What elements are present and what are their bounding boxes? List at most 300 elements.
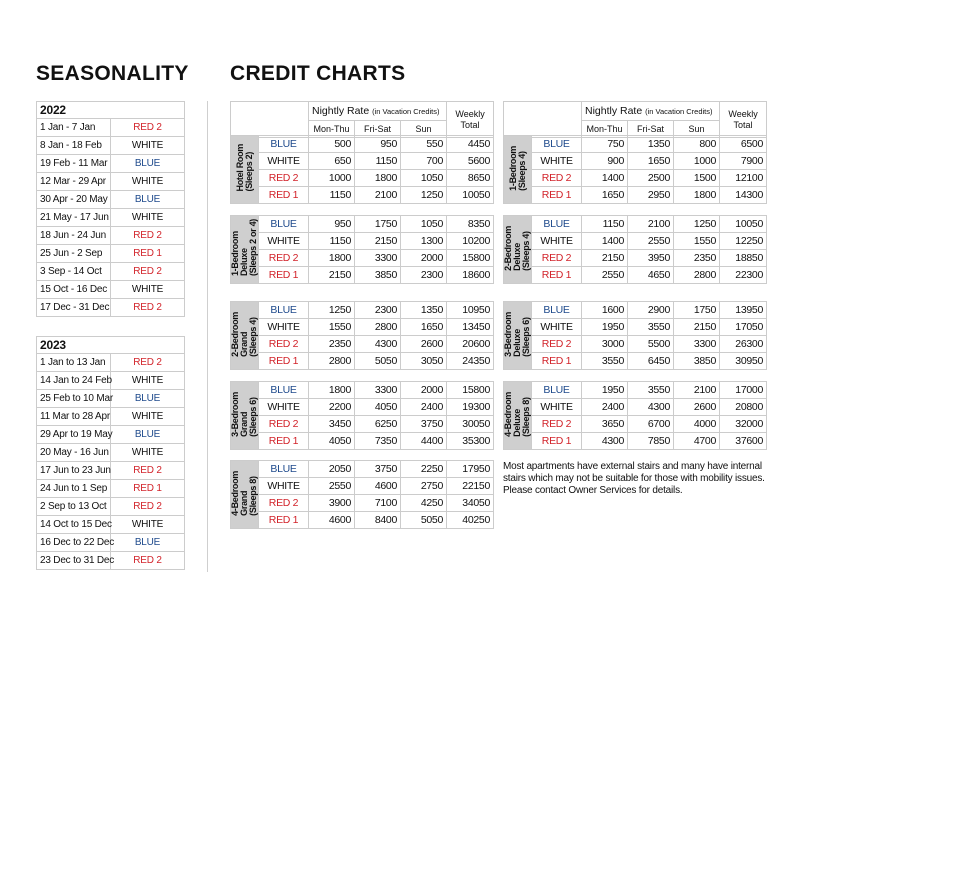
rate-mon-thu: 1800	[309, 382, 355, 399]
rate-sun: 4000	[674, 416, 720, 433]
unit-type-label	[504, 302, 532, 370]
rate-weekly-total: 19300	[447, 399, 494, 416]
season-code: BLUE	[111, 191, 185, 209]
rate-sun: 5050	[401, 512, 447, 529]
season-name: WHITE	[259, 153, 309, 170]
rate-row	[231, 433, 494, 450]
rate-row	[504, 302, 767, 319]
season-dates: 16 Dec to 22 Dec	[37, 534, 111, 552]
rate-fri-sat: 6250	[355, 416, 401, 433]
rate-row	[231, 336, 494, 353]
season-code: BLUE	[111, 534, 185, 552]
rate-row	[231, 353, 494, 370]
rate-fri-sat: 2800	[355, 319, 401, 336]
rate-fri-sat: 2900	[628, 302, 674, 319]
season-table-2022	[36, 101, 185, 317]
unit-type-label	[504, 382, 532, 450]
rate-mon-thu: 3900	[309, 495, 355, 512]
season-name: BLUE	[259, 216, 309, 233]
rate-mon-thu: 4050	[309, 433, 355, 450]
season-dates: 29 Apr to 19 May	[37, 426, 111, 444]
rate-sun: 1050	[401, 216, 447, 233]
rate-weekly-total: 10950	[447, 302, 494, 319]
rate-mon-thu: 2050	[309, 461, 355, 478]
rate-row	[504, 336, 767, 353]
season-name: RED 2	[259, 416, 309, 433]
rate-row	[504, 250, 767, 267]
unit-table-2-bedroom-deluxe	[503, 215, 767, 284]
rate-sun: 2000	[401, 382, 447, 399]
col-mon-thu: Mon-Thu	[582, 121, 628, 138]
credit-charts-heading: CREDIT CHARTS	[230, 62, 406, 85]
rate-weekly-total: 20800	[720, 399, 767, 416]
season-row	[37, 191, 185, 209]
unit-type-label	[231, 461, 259, 529]
col-fri-sat: Fri-Sat	[355, 121, 401, 138]
rate-weekly-total: 12100	[720, 170, 767, 187]
rate-weekly-total: 17000	[720, 382, 767, 399]
rate-sun: 1800	[674, 187, 720, 204]
rate-weekly-total: 24350	[447, 353, 494, 370]
rate-mon-thu: 3650	[582, 416, 628, 433]
rate-row	[231, 153, 494, 170]
rate-mon-thu: 1000	[309, 170, 355, 187]
rate-mon-thu: 3550	[582, 353, 628, 370]
rate-weekly-total: 18850	[720, 250, 767, 267]
season-name: WHITE	[259, 233, 309, 250]
season-code: WHITE	[111, 516, 185, 534]
season-code: WHITE	[111, 137, 185, 155]
season-dates: 15 Oct - 16 Dec	[37, 281, 111, 299]
season-row	[37, 408, 185, 426]
rate-weekly-total: 37600	[720, 433, 767, 450]
season-row	[37, 263, 185, 281]
season-row	[37, 390, 185, 408]
unit-type-text: 3-Bedroom Grand (Sleeps 6)	[230, 391, 258, 437]
season-code: RED 1	[111, 480, 185, 498]
season-year: 2022	[37, 102, 185, 119]
season-name: RED 1	[532, 267, 582, 284]
rate-row	[231, 187, 494, 204]
rate-sun: 1550	[674, 233, 720, 250]
season-dates: 1 Jan - 7 Jan	[37, 119, 111, 137]
unit-type-text: 4-Bedroom Deluxe (Sleeps 8)	[503, 391, 531, 437]
rate-fri-sat: 1750	[355, 216, 401, 233]
rate-sun: 1000	[674, 153, 720, 170]
rate-mon-thu: 1950	[582, 382, 628, 399]
season-row	[37, 245, 185, 263]
rate-row	[504, 382, 767, 399]
rate-row	[231, 478, 494, 495]
season-code: WHITE	[111, 209, 185, 227]
rate-mon-thu: 900	[582, 153, 628, 170]
rate-fri-sat: 2150	[355, 233, 401, 250]
rate-sun: 3850	[674, 353, 720, 370]
rate-fri-sat: 6700	[628, 416, 674, 433]
season-name: WHITE	[259, 478, 309, 495]
season-name: RED 1	[259, 267, 309, 284]
rate-row	[504, 187, 767, 204]
rate-weekly-total: 8650	[447, 170, 494, 187]
rate-sun: 3300	[674, 336, 720, 353]
season-name: RED 2	[259, 495, 309, 512]
rate-weekly-total: 8350	[447, 216, 494, 233]
unit-table-hotel-room	[230, 135, 494, 204]
unit-type-text: 1-Bedroom Deluxe (Sleeps 2 or 4)	[230, 219, 258, 277]
season-name: WHITE	[259, 399, 309, 416]
season-row	[37, 462, 185, 480]
rate-fri-sat: 2500	[628, 170, 674, 187]
rate-row	[504, 216, 767, 233]
rate-fri-sat: 7100	[355, 495, 401, 512]
season-name: RED 1	[532, 187, 582, 204]
rate-row	[231, 136, 494, 153]
rate-row	[504, 399, 767, 416]
season-table-2023	[36, 336, 185, 570]
season-name: RED 1	[259, 353, 309, 370]
unit-type-label	[231, 136, 259, 204]
rate-fri-sat: 1800	[355, 170, 401, 187]
rate-weekly-total: 13450	[447, 319, 494, 336]
season-code: WHITE	[111, 408, 185, 426]
season-dates: 20 May - 16 Jun	[37, 444, 111, 462]
season-row	[37, 281, 185, 299]
rate-fri-sat: 4300	[628, 399, 674, 416]
rate-row	[504, 416, 767, 433]
rate-weekly-total: 10050	[447, 187, 494, 204]
rate-row	[231, 233, 494, 250]
rate-fri-sat: 2550	[628, 233, 674, 250]
rate-sun: 4250	[401, 495, 447, 512]
season-code: RED 2	[111, 498, 185, 516]
season-name: RED 1	[259, 187, 309, 204]
season-dates: 14 Oct to 15 Dec	[37, 516, 111, 534]
rate-row	[231, 170, 494, 187]
season-row	[37, 498, 185, 516]
rate-row	[231, 495, 494, 512]
rate-mon-thu: 1250	[309, 302, 355, 319]
accessibility-note: Most apartments have external stairs and many have internal stairs which may not be suitable for those with mobility issues. Please contact Owner Services for details.	[503, 461, 765, 496]
season-name: RED 2	[259, 170, 309, 187]
rate-mon-thu: 1550	[309, 319, 355, 336]
rate-mon-thu: 1800	[309, 250, 355, 267]
unit-table-1-bedroom	[503, 135, 767, 204]
unit-type-label	[504, 136, 532, 204]
rate-row	[504, 153, 767, 170]
season-name: BLUE	[259, 382, 309, 399]
season-code: RED 1	[111, 245, 185, 263]
rate-mon-thu: 2800	[309, 353, 355, 370]
rate-mon-thu: 2550	[309, 478, 355, 495]
weekly-total-header: Weekly Total	[720, 102, 767, 138]
rate-weekly-total: 18600	[447, 267, 494, 284]
rate-row	[231, 302, 494, 319]
rate-mon-thu: 1150	[309, 187, 355, 204]
rate-sun: 1250	[674, 216, 720, 233]
rate-row	[231, 267, 494, 284]
rate-fri-sat: 1650	[628, 153, 674, 170]
rate-row	[504, 170, 767, 187]
rate-fri-sat: 3550	[628, 382, 674, 399]
season-name: RED 1	[532, 353, 582, 370]
rate-mon-thu: 950	[309, 216, 355, 233]
rate-sun: 1500	[674, 170, 720, 187]
rate-mon-thu: 1650	[582, 187, 628, 204]
season-dates: 1 Jan to 13 Jan	[37, 354, 111, 372]
season-name: BLUE	[259, 136, 309, 153]
season-code: RED 2	[111, 119, 185, 137]
rate-weekly-total: 34050	[447, 495, 494, 512]
season-row	[37, 299, 185, 317]
season-row	[37, 372, 185, 390]
season-name: RED 2	[259, 336, 309, 353]
rate-mon-thu: 2550	[582, 267, 628, 284]
unit-type-label	[231, 216, 259, 284]
rate-weekly-total: 5600	[447, 153, 494, 170]
season-code: BLUE	[111, 155, 185, 173]
season-name: RED 2	[259, 250, 309, 267]
rate-row	[504, 433, 767, 450]
rate-fri-sat: 4300	[355, 336, 401, 353]
rate-mon-thu: 4600	[309, 512, 355, 529]
rate-mon-thu: 500	[309, 136, 355, 153]
rate-weekly-total: 22150	[447, 478, 494, 495]
rate-mon-thu: 1400	[582, 233, 628, 250]
rate-sun: 1650	[401, 319, 447, 336]
season-name: RED 1	[259, 512, 309, 529]
unit-table-4-bedroom-deluxe	[503, 381, 767, 450]
credit-header-left	[230, 101, 494, 138]
season-row	[37, 209, 185, 227]
rate-weekly-total: 14300	[720, 187, 767, 204]
unit-type-text: 2-Bedroom Grand (Sleeps 4)	[230, 311, 258, 357]
season-name: WHITE	[532, 319, 582, 336]
rate-fri-sat: 3300	[355, 250, 401, 267]
season-name: BLUE	[532, 136, 582, 153]
unit-type-text: Hotel Room (Sleeps 2)	[234, 144, 254, 192]
unit-type-text: 4-Bedroom Grand (Sleeps 8)	[230, 470, 258, 516]
unit-table-1-bedroom-deluxe	[230, 215, 494, 284]
rate-sun: 1300	[401, 233, 447, 250]
rate-sun: 700	[401, 153, 447, 170]
season-name: BLUE	[532, 382, 582, 399]
rate-weekly-total: 10050	[720, 216, 767, 233]
rate-mon-thu: 2350	[309, 336, 355, 353]
season-dates: 18 Jun - 24 Jun	[37, 227, 111, 245]
nightly-rate-header: Nightly Rate (in Vacation Credits)	[309, 102, 447, 121]
rate-mon-thu: 3000	[582, 336, 628, 353]
rate-fri-sat: 2950	[628, 187, 674, 204]
rate-weekly-total: 15800	[447, 250, 494, 267]
rate-row	[504, 319, 767, 336]
rate-weekly-total: 30950	[720, 353, 767, 370]
season-dates: 25 Feb to 10 Mar	[37, 390, 111, 408]
rate-mon-thu: 1150	[582, 216, 628, 233]
rate-sun: 4700	[674, 433, 720, 450]
rate-fri-sat: 3950	[628, 250, 674, 267]
rate-weekly-total: 30050	[447, 416, 494, 433]
season-name: RED 2	[532, 170, 582, 187]
unit-type-text: 2-Bedroom Deluxe (Sleeps 4)	[503, 225, 531, 271]
column-divider	[207, 101, 208, 572]
rate-weekly-total: 40250	[447, 512, 494, 529]
season-code: BLUE	[111, 426, 185, 444]
season-row	[37, 480, 185, 498]
rate-row	[231, 416, 494, 433]
season-dates: 12 Mar - 29 Apr	[37, 173, 111, 191]
season-code: RED 2	[111, 354, 185, 372]
season-year: 2023	[37, 337, 185, 354]
season-name: WHITE	[532, 233, 582, 250]
rate-weekly-total: 4450	[447, 136, 494, 153]
rate-fri-sat: 3300	[355, 382, 401, 399]
season-name: WHITE	[259, 319, 309, 336]
rate-sun: 2800	[674, 267, 720, 284]
weekly-total-header: Weekly Total	[447, 102, 494, 138]
rate-row	[504, 267, 767, 284]
rate-sun: 2750	[401, 478, 447, 495]
rate-sun: 1350	[401, 302, 447, 319]
rate-weekly-total: 35300	[447, 433, 494, 450]
rate-fri-sat: 2100	[628, 216, 674, 233]
rate-fri-sat: 4600	[355, 478, 401, 495]
rate-weekly-total: 20600	[447, 336, 494, 353]
season-dates: 2 Sep to 13 Oct	[37, 498, 111, 516]
season-code: WHITE	[111, 281, 185, 299]
unit-type-label	[231, 302, 259, 370]
nightly-rate-header: Nightly Rate (in Vacation Credits)	[582, 102, 720, 121]
rate-row	[231, 399, 494, 416]
rate-weekly-total: 10200	[447, 233, 494, 250]
season-code: WHITE	[111, 173, 185, 191]
seasonality-heading: SEASONALITY	[36, 62, 189, 85]
season-row	[37, 426, 185, 444]
rate-sun: 2250	[401, 461, 447, 478]
rate-sun: 550	[401, 136, 447, 153]
season-code: RED 2	[111, 227, 185, 245]
rate-sun: 2000	[401, 250, 447, 267]
unit-type-label	[231, 382, 259, 450]
rate-row	[504, 136, 767, 153]
rate-fri-sat: 4050	[355, 399, 401, 416]
unit-type-text: 1-Bedroom (Sleeps 4)	[507, 145, 527, 191]
rate-weekly-total: 13950	[720, 302, 767, 319]
rate-sun: 3050	[401, 353, 447, 370]
season-row	[37, 552, 185, 570]
rate-row	[504, 353, 767, 370]
season-name: BLUE	[532, 302, 582, 319]
rate-mon-thu: 2150	[309, 267, 355, 284]
rate-fri-sat: 8400	[355, 512, 401, 529]
rate-mon-thu: 4300	[582, 433, 628, 450]
season-code: WHITE	[111, 372, 185, 390]
rate-sun: 1250	[401, 187, 447, 204]
season-name: WHITE	[532, 399, 582, 416]
season-dates: 17 Dec - 31 Dec	[37, 299, 111, 317]
rate-fri-sat: 3850	[355, 267, 401, 284]
rate-fri-sat: 3750	[355, 461, 401, 478]
season-code: RED 2	[111, 299, 185, 317]
rate-sun: 1050	[401, 170, 447, 187]
rate-fri-sat: 6450	[628, 353, 674, 370]
rate-row	[231, 250, 494, 267]
rate-sun: 2600	[674, 399, 720, 416]
rate-mon-thu: 3450	[309, 416, 355, 433]
rate-row	[231, 216, 494, 233]
season-row	[37, 119, 185, 137]
unit-table-4-bedroom-grand	[230, 460, 494, 529]
rate-fri-sat: 950	[355, 136, 401, 153]
season-row	[37, 516, 185, 534]
season-row	[37, 137, 185, 155]
season-row	[37, 444, 185, 462]
season-dates: 17 Jun to 23 Jun	[37, 462, 111, 480]
rate-fri-sat: 5050	[355, 353, 401, 370]
rate-mon-thu: 650	[309, 153, 355, 170]
season-dates: 8 Jan - 18 Feb	[37, 137, 111, 155]
rate-weekly-total: 7900	[720, 153, 767, 170]
unit-table-3-bedroom-grand	[230, 381, 494, 450]
rate-row	[504, 233, 767, 250]
season-row	[37, 227, 185, 245]
season-row	[37, 354, 185, 372]
rate-mon-thu: 750	[582, 136, 628, 153]
season-name: BLUE	[259, 461, 309, 478]
header-blank	[504, 102, 582, 138]
rate-mon-thu: 2200	[309, 399, 355, 416]
rate-weekly-total: 17050	[720, 319, 767, 336]
rate-row	[231, 512, 494, 529]
rate-fri-sat: 3550	[628, 319, 674, 336]
season-code: RED 2	[111, 263, 185, 281]
col-sun: Sun	[401, 121, 447, 138]
season-code: RED 2	[111, 462, 185, 480]
season-code: WHITE	[111, 444, 185, 462]
rate-row	[231, 461, 494, 478]
rate-sun: 800	[674, 136, 720, 153]
season-dates: 24 Jun to 1 Sep	[37, 480, 111, 498]
rate-sun: 2400	[401, 399, 447, 416]
col-fri-sat: Fri-Sat	[628, 121, 674, 138]
season-dates: 25 Jun - 2 Sep	[37, 245, 111, 263]
season-dates: 19 Feb - 11 Mar	[37, 155, 111, 173]
season-dates: 23 Dec to 31 Dec	[37, 552, 111, 570]
rate-fri-sat: 1350	[628, 136, 674, 153]
rate-weekly-total: 17950	[447, 461, 494, 478]
rate-sun: 4400	[401, 433, 447, 450]
rate-sun: 2100	[674, 382, 720, 399]
season-name: BLUE	[259, 302, 309, 319]
season-row	[37, 155, 185, 173]
rate-sun: 1750	[674, 302, 720, 319]
unit-table-3-bedroom-deluxe	[503, 301, 767, 370]
season-name: RED 1	[532, 433, 582, 450]
rate-weekly-total: 6500	[720, 136, 767, 153]
credit-header-right	[503, 101, 767, 138]
season-dates: 30 Apr - 20 May	[37, 191, 111, 209]
rate-fri-sat: 7850	[628, 433, 674, 450]
rate-mon-thu: 1150	[309, 233, 355, 250]
rate-weekly-total: 15800	[447, 382, 494, 399]
rate-fri-sat: 2300	[355, 302, 401, 319]
unit-table-2-bedroom-grand	[230, 301, 494, 370]
rate-weekly-total: 22300	[720, 267, 767, 284]
unit-type-label	[504, 216, 532, 284]
season-code: BLUE	[111, 390, 185, 408]
col-mon-thu: Mon-Thu	[309, 121, 355, 138]
rate-fri-sat: 7350	[355, 433, 401, 450]
rate-sun: 2300	[401, 267, 447, 284]
